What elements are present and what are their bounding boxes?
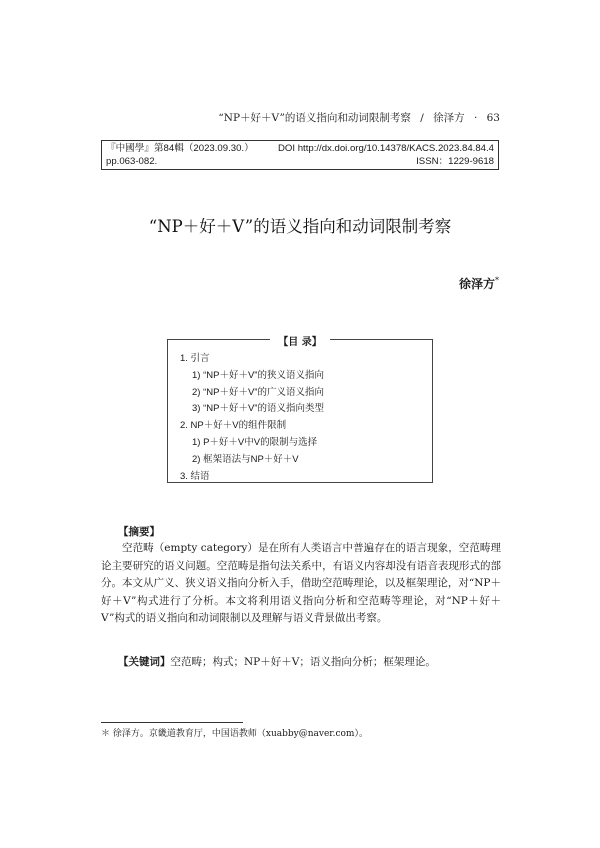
toc-item: 2. NP＋好＋V的组件限制 (180, 420, 287, 432)
author-footnote-mark: * (495, 276, 499, 285)
running-head-title: “NP＋好＋V”的语义指向和动词限制考察 (218, 112, 411, 124)
journal-info-row-1 (106, 142, 494, 155)
page-range: pp.063-082. (106, 156, 158, 167)
toc-item: 3. 结语 (180, 470, 210, 482)
toc-item: 1. 引言 (180, 353, 210, 364)
doi-link[interactable]: DOI http://dx.doi.org/10.14378/KACS.2023.84.84.4 (277, 143, 494, 154)
journal-issue: 『中國學』第84輯（2023.09.30.） (106, 143, 254, 154)
keywords (118, 654, 436, 669)
page-number: 63 (486, 112, 500, 124)
keywords-text: 空范畴；构式；NP＋好＋V；语义指向分析；框架理论。 (170, 656, 436, 668)
toc-item: 1) P＋好＋V中V的限制与选择 (192, 436, 318, 448)
abstract-body: 空范畴（empty category）是在所有人类语言中普遍存在的语言现象，空范畴理论主要研究的语义问题。空范畴是指句法关系中，有语义内容却没有语音表现形式的部分。本文从广义、狭义语义指向分析入手，借助空范畴理论，以及框架理论，对“NP＋好＋V”构式进行了分析。本文将利用语义指向分析和空范畴等理论，对“NP＋好＋V”构式的语义指向和动词限制以及理解与语义背景做出考察。 (101, 542, 501, 625)
running-head-author: 徐泽方 (433, 112, 465, 124)
toc-item: 1) “NP＋好＋V”的狭义语义指向 (192, 369, 324, 381)
article-author (459, 275, 499, 292)
keywords-label: 【关键词】 (118, 656, 171, 668)
journal-info-box (101, 140, 499, 170)
toc-item: 3) “NP＋好＋V”的语义指向类型 (192, 403, 324, 415)
running-head (218, 110, 500, 125)
abstract-heading: 【摘要】 (118, 526, 160, 538)
toc-item: 2) 框架语法与NP＋好＋V (192, 453, 299, 465)
toc-heading: 【目 录】 (270, 337, 329, 348)
issn: ISSN：1229-9618 (416, 156, 494, 167)
footnote-divider (101, 722, 243, 723)
article-title: “NP＋好＋V”的语义指向和动词限制考察 (148, 217, 452, 236)
running-head-dot: · (473, 112, 478, 124)
author-footnote: ＊ 徐泽方。京畿道教育厅，中国语教师（xuabby@naver.com）。 (101, 729, 368, 739)
table-of-contents (167, 339, 433, 483)
journal-info-row-2 (106, 155, 494, 168)
author-name: 徐泽方 (458, 277, 495, 291)
toc-list (180, 351, 324, 485)
toc-item: 2) “NP＋好＋V”的广义语义指向 (192, 386, 324, 398)
running-head-separator: / (420, 112, 424, 124)
